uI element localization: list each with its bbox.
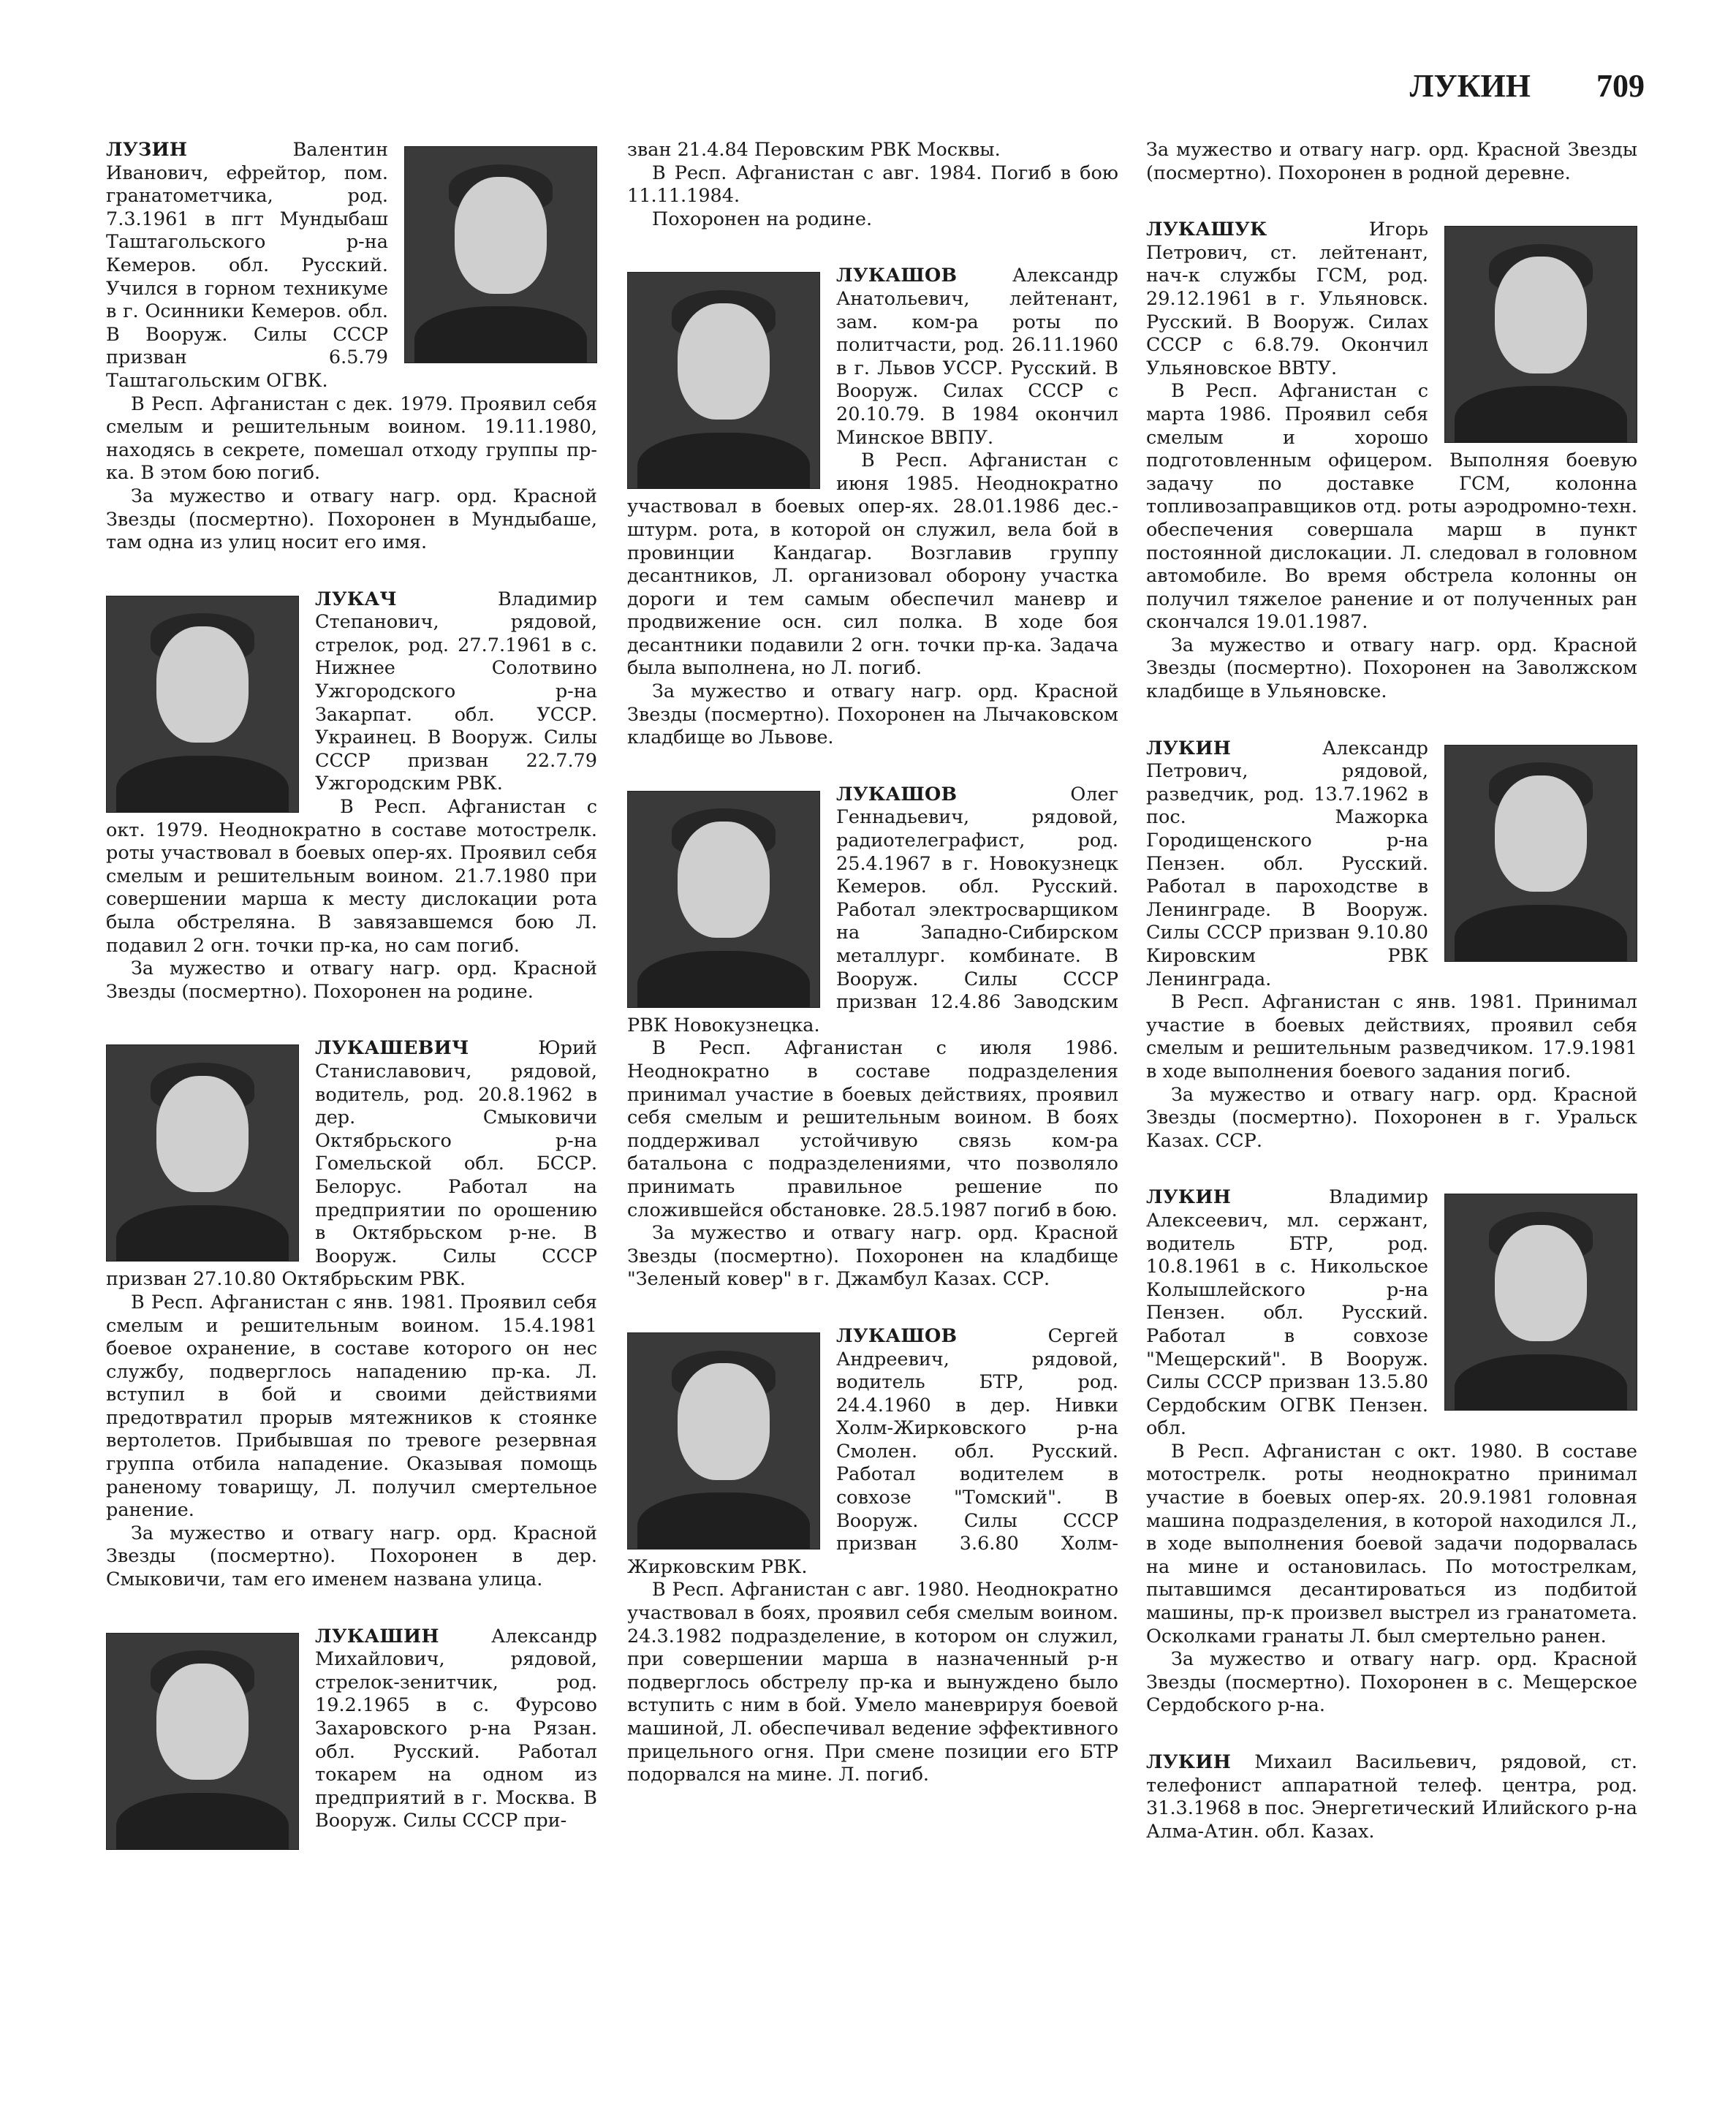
entry-lukashin-continued (627, 139, 1118, 231)
entry-text: зван 21.4.84 Перовским РВК Москвы. (627, 139, 1001, 161)
entry-text: В Респ. Афганистан с окт. 1980. В составе мотострелк. роты неоднократно принимал участие в боевых опер-ях. 20.9.1981 головная машина подразделения, в которой находился Л., в ходе выполнения боевой задачи подорвалась на мине и остановилась. По мотострелкам, пытавшимся десантироваться из подбитой машины, пр-к произвел выстрел из гранатомета. Осколками гранаты Л. был смертельно ранен. (1146, 1440, 1637, 1647)
portrait-photo (627, 791, 820, 1008)
entry-surname: ЛУКАШОВ (836, 783, 958, 805)
portrait-photo (106, 596, 299, 813)
entry-surname: ЛУКАШУК (1146, 219, 1267, 241)
entry-text: В Респ. Афганистан с янв. 1981. Проявил себя смелым и решительным воином. 15.4.1981 боевое охранение, в составе которого он нес службу, подверглось нападению пр-ка. Л. вступил в бой и своими действиями предотвратил прорыв мятежников к стоянке вертолетов. Прибывшая по тревоге резервная группа отбила нападение. Оказывая помощь раненому товарищу, Л. получил смертельное ранение. (106, 1291, 597, 1522)
entry-text: В Респ. Афганистан с июля 1986. Неоднократно в составе подразделения принимал участие в боевых действиях, проявил себя смелым и решительным воином. В боях поддерживал устойчивую связь ком-ра батальона с подразделениями, что позволяло принимать правильное решение по сложившейся обстановке. 28.5.1987 погиб в бою. (627, 1037, 1118, 1221)
entry-text: Валентин Иванович, ефрейтор, пом. гранатометчика, род. 7.3.1961 в пгт Мундыбаш Таштагольского р-на Кемеров. обл. Русский. Учился в горном техникуме в г. Осинники Кемеров. обл. В Вооруж. Силы СССР призван 6.5.79 Таштагольским ОГВК. (106, 139, 388, 392)
entry-surname: ЛУКАШИН (315, 1625, 439, 1647)
page-number: 709 (1596, 68, 1645, 104)
entry-text: За мужество и отвагу нагр. орд. Красной Звезды (посмертно). Похоронен в г. Уральск Казах. ССР. (1146, 1083, 1637, 1152)
entry-text: В Респ. Афганистан с авг. 1984. Погиб в бою 11.11.1984. (627, 162, 1118, 208)
entry-lukin-aleksandr (1146, 737, 1637, 1153)
entry-text: Юрий Станиславович, рядовой, водитель, род. 20.8.1962 в дер. Смыковичи Октябрьского р-на Гомельской обл. БССР. Белорус. Работал на предприятии по орошению в Октябрьском р-не. В Вооруж. Силы СССР призван 27.10.80 Октябрьским РВК. (106, 1037, 597, 1291)
entry-text: Александр Анатольевич, лейтенант, зам. ком-ра роты по политчасти, род. 26.11.1960 в г. Львов УССР. Русский. В Вооруж. Силах СССР с 20.10.79. В 1984 окончил Минское ВВПУ. (836, 265, 1118, 449)
entry-text: В Респ. Афганистан с янв. 1981. Принимал участие в боевых действиях, проявил себя смелым и решительным разведчиком. 17.9.1981 в ходе выполнения боевого задания погиб. (1146, 991, 1637, 1082)
column-3 (1146, 139, 1637, 1877)
entry-luzin (106, 139, 597, 555)
entry-surname: ЛУКАШОВ (836, 265, 958, 287)
entry-text: За мужество и отвагу нагр. орд. Красной Звезды (посмертно). Похоронен в с. Мещерское Сердобского р-на. (1146, 1648, 1637, 1717)
entry-text: В Респ. Афганистан с окт. 1979. Неоднократно в составе мотострелк. роты участвовал в боевых опер-ях. Проявил себя смелым и решительным воином. 21.7.1980 при совершении марша к месту дислокации рота была обстреляна. В завязавшемся бою Л. подавил 2 огн. точки пр-ка, но сам погиб. (106, 796, 597, 957)
entry-surname: ЛУКИН (1146, 1751, 1232, 1773)
entry-text: В Респ. Афганистан с марта 1986. Проявил себя смелым и хорошо подготовленным офицером. Выполняя боевую задачу по доставке ГСМ, колонна топливозаправщиков отд. роты аэродромно-техн. обеспечения совершала марш в пункт постоянной дислокации. Л. следовал в головном автомобиле. Во время обстрела колонны он получил тяжелое ранение и от полученных ран скончался 19.01.1987. (1146, 380, 1637, 634)
entry-lukach (106, 588, 597, 1004)
entry-text: Олег Геннадьевич, рядовой, радиотелеграфист, род. 25.4.1967 в г. Новокузнецк Кемеров. обл. Русский. Работал электросварщиком на Западно-Сибирском металлург. комбинате. В Вооруж. Силы СССР призван 12.4.86 Заводским РВК Новокузнецка. (627, 783, 1118, 1036)
entry-text: В Респ. Афганистан с авг. 1980. Неоднократно участвовал в боях, проявил себя смелым воином. 24.3.1982 подразделение, в котором он служил, при совершении марша в назначенный р-н подверглось обстрелу пр-ка и вынуждено было вступить с ним в бой. Умело маневрируя боевой машиной, Л. обеспечивал ведение эффективного прицельного огня. При смене позиции его БТР подорвался на мине. Л. погиб. (627, 1579, 1118, 1786)
column-2 (627, 139, 1118, 1821)
entry-text: Александр Михайлович, рядовой, стрелок-зенитчик, род. 19.2.1965 в с. Фурсово Захаровского р-на Рязан. обл. Русский. Работал токарем на одном из предприятий в г. Москва. В Вооруж. Силы СССР при- (315, 1625, 597, 1832)
entry-text: В Респ. Афганистан с июня 1985. Неоднократно участвовал в боевых опер-ях. 28.01.1986 дес.-штурм. рота, в которой он служил, вела бой в провинции Кандагар. Возглавив группу десантников, Л. организовал оборону участка дороги и тем самым обеспечил маневр и продвижение осн. сил полка. В ходе боя десантники подавили 2 огн. точки пр-ка. Задача была выполнена, но Л. погиб. (627, 450, 1118, 680)
portrait-photo (404, 146, 597, 363)
entry-text: За мужество и отвагу нагр. орд. Красной Звезды (посмертно). Похоронен на кладбище "Зеленый ковер" в г. Джамбул Казах. ССР. (627, 1222, 1118, 1291)
entry-surname: ЛУКИН (1146, 737, 1232, 759)
entry-lukashov-aleksandr (627, 265, 1118, 749)
entry-text: За мужество и отвагу нагр. орд. Красной Звезды (посмертно). Похоронен на Лычаковском кладбище во Львове. (627, 680, 1118, 749)
portrait-photo (106, 1633, 299, 1850)
entry-lukashov-sergey-continued (1146, 139, 1637, 185)
entry-text: Владимир Степанович, рядовой, стрелок, род. 27.7.1961 в с. Нижнее Солотвино Ужгородского р-на Закарпат. обл. УССР. Украинец. В Вооруж. Силы СССР призван 22.7.79 Ужгородским РВК. (315, 588, 597, 795)
column-1 (106, 139, 597, 1888)
entry-text: За мужество и отвагу нагр. орд. Красной Звезды (посмертно). Похоронен в Мундыбаше, там одна из улиц носит его имя. (106, 485, 597, 554)
entry-text: Сергей Андреевич, рядовой, водитель БТР, род. 24.4.1960 в дер. Нивки Холм-Жирковского р-на Смолен. обл. Русский. Работал водителем в совхозе "Томский". В Вооруж. Силы СССР призван 3.6.80 Холм-Жирковским РВК. (627, 1324, 1118, 1578)
entry-text: Похоронен на родине. (652, 208, 873, 230)
entry-text: В Респ. Афганистан с дек. 1979. Проявил себя смелым и решительным воином. 19.11.1980, находясь в секрете, помешал отходу группы пр-ка. В этом бою погиб. (106, 392, 597, 485)
portrait-photo (106, 1044, 299, 1262)
entry-lukashuk (1146, 219, 1637, 703)
entry-text: Владимир Алексеевич, мл. сержант, водитель БТР, род. 10.8.1961 в с. Никольское Колышлейского р-на Пензен. обл. Русский. Работал в совхозе "Мещерский". В Вооруж. Силы СССР призван 13.5.80 Сердобским ОГВК Пензен. обл. (1146, 1186, 1428, 1440)
portrait-photo (1444, 226, 1637, 443)
entry-surname: ЛУКАШЕВИЧ (315, 1037, 469, 1060)
portrait-photo (627, 1332, 820, 1550)
entry-lukin-vladimir (1146, 1186, 1637, 1718)
entry-surname: ЛУКИН (1146, 1186, 1232, 1209)
portrait-photo (627, 272, 820, 489)
entry-text: За мужество и отвагу нагр. орд. Красной Звезды (посмертно). Похоронен в родной деревне. (1146, 139, 1637, 184)
entry-text: За мужество и отвагу нагр. орд. Красной Звезды (посмертно). Похоронен в дер. Смыковичи, там его именем названа улица. (106, 1522, 597, 1591)
entry-surname: ЛУКАЧ (315, 588, 397, 610)
running-head-title: ЛУКИН (1409, 68, 1531, 104)
entry-surname: ЛУЗИН (106, 139, 188, 161)
portrait-photo (1444, 1194, 1637, 1411)
running-head (1410, 67, 1645, 105)
entry-lukashov-sergey (627, 1325, 1118, 1787)
entry-lukashin (106, 1626, 597, 1854)
entry-surname: ЛУКАШОВ (836, 1324, 958, 1347)
entry-text: За мужество и отвагу нагр. орд. Красной Звезды (посмертно). Похоронен на Заволжском кладбище в Ульяновске. (1146, 634, 1637, 703)
portrait-photo (1444, 745, 1637, 962)
entry-text: Михаил Васильевич, рядовой, ст. телефонист аппаратной телеф. центра, род. 31.3.1968 в пос. Энергетический Илийского р-на Алма-Атин. обл. Казах. (1146, 1751, 1637, 1843)
entry-text: Игорь Петрович, ст. лейтенант, нач-к службы ГСМ, род. 29.12.1961 в г. Ульяновск. Русский. В Вооруж. Силах СССР с 6.8.79. Окончил Ульяновское ВВТУ. (1146, 219, 1428, 379)
entry-lukashov-oleg (627, 784, 1118, 1292)
entry-text: Александр Петрович, рядовой, разведчик, род. 13.7.1962 в пос. Мажорка Городищенского р-на Пензен. обл. Русский. Работал в пароходстве в Ленинграде. В Вооруж. Силы СССР призван 9.10.80 Кировским РВК Ленинграда. (1146, 737, 1428, 990)
entry-lukin-mikhail (1146, 1751, 1637, 1843)
entry-lukashevich (106, 1037, 597, 1591)
entry-text: За мужество и отвагу нагр. орд. Красной Звезды (посмертно). Похоронен на родине. (106, 957, 597, 1003)
